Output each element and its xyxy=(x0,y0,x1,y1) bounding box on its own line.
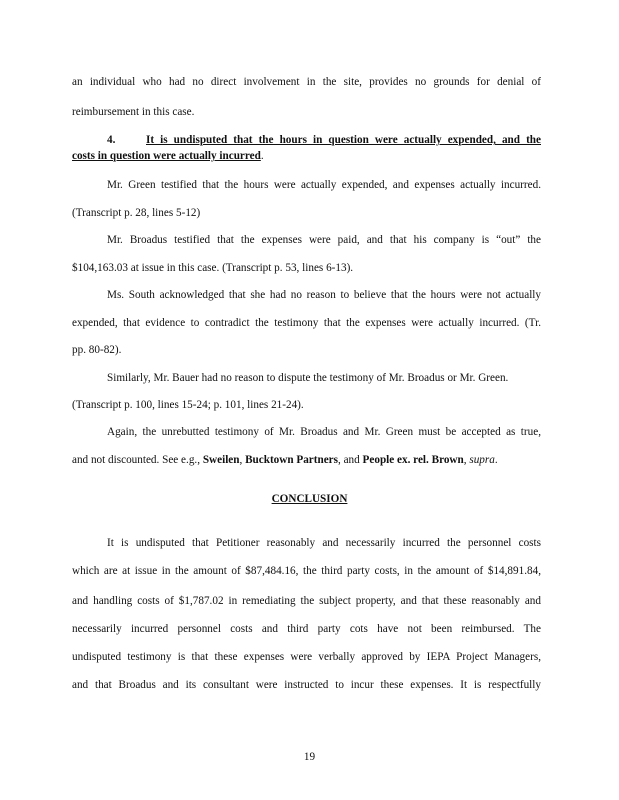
bauer-line-2: (Transcript p. 100, lines 15-24; p. 101, lines 21-24). xyxy=(72,399,304,411)
conclusion-heading: CONCLUSION xyxy=(271,493,348,505)
again-line-1: Again, the unrebutted testimony of Mr. Broadus and Mr. Green must be accepted as true, xyxy=(107,426,541,438)
conclusion-line-2: which are at issue in the amount of $87,484.16, the third party costs, in the amount of $14,891.84, xyxy=(72,565,541,577)
conclusion-line-5: undisputed testimony is that these expenses were verbally approved by IEPA Project Managers, xyxy=(72,651,541,663)
citation-end: . xyxy=(494,454,498,466)
conclusion-line-1: It is undisputed that Petitioner reasonably and necessarily incurred the personnel costs xyxy=(107,537,541,549)
citation-bucktown: Bucktown Partners xyxy=(245,454,338,466)
again-line-2 xyxy=(72,453,498,467)
green-line-2: (Transcript p. 28, lines 5-12) xyxy=(72,207,201,219)
broadus-line-2: $104,163.03 at issue in this case. (Transcript p. 53, lines 6-13). xyxy=(72,262,354,274)
again-line-2-prefix: and not discounted. See e.g., xyxy=(72,454,203,466)
south-line-3: pp. 80-82). xyxy=(72,344,122,356)
bauer-line-1: Similarly, Mr. Bauer had no reason to dispute the testimony of Mr. Broadus or Mr. Green. xyxy=(107,372,509,384)
green-line-1: Mr. Green testified that the hours were actually expended, and expenses actually incurred. xyxy=(107,179,541,191)
conclusion-line-6: and that Broadus and its consultant were instructed to incur these expenses. It is respectfully xyxy=(72,679,541,691)
citation-sweilen: Sweilen xyxy=(202,454,240,466)
section-heading-period: . xyxy=(260,150,264,162)
continuation-line-2: reimbursement in this case. xyxy=(72,106,195,118)
broadus-line-1: Mr. Broadus testified that the expenses were paid, and that his company is “out” the xyxy=(107,234,541,246)
conclusion-line-3: and handling costs of $1,787.02 in remediating the subject property, and that these reasonably and xyxy=(72,595,541,607)
citation-supra: supra xyxy=(469,454,495,466)
section-heading-line-2-container xyxy=(72,149,264,163)
continuation-line-1: an individual who had no direct involvement in the site, provides no grounds for denial of xyxy=(72,76,541,88)
section-heading-line-1: It is undisputed that the hours in question were actually expended, and the xyxy=(146,134,541,146)
citation-separator-2: , and xyxy=(338,454,363,466)
citation-separator-1: , xyxy=(239,454,246,466)
section-heading-line-2: costs in question were actually incurred xyxy=(72,150,261,162)
page-number: 19 xyxy=(303,751,316,763)
citation-separator-3: , xyxy=(463,454,470,466)
south-line-1: Ms. South acknowledged that she had no reason to believe that the hours were not actually xyxy=(107,289,541,301)
section-number: 4. xyxy=(107,134,116,146)
south-line-2: expended, that evidence to contradict the testimony that the expenses were actually incurred. (Tr. xyxy=(72,317,541,329)
conclusion-line-4: necessarily incurred personnel costs and third party cots have not been reimbursed. The xyxy=(72,623,541,635)
citation-people-brown: People ex. rel. Brown xyxy=(362,454,464,466)
